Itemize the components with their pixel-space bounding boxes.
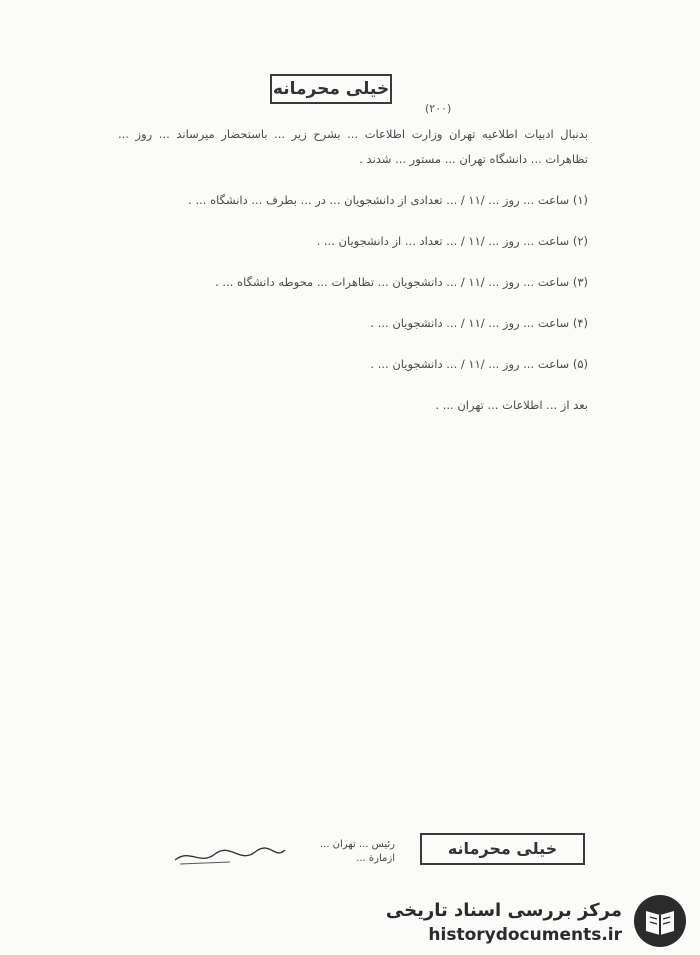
watermark-url: historydocuments.ir — [428, 925, 622, 945]
paragraph-item-2: (۲) ساعت ... روز ... /۱۱ / ... تعداد ... از دانشجویان ... . — [316, 234, 588, 248]
book-logo-icon — [632, 893, 688, 949]
reference-number: (۲۰۰) — [425, 102, 452, 115]
classification-stamp-text: خیلی محرمانه — [272, 79, 390, 99]
classification-stamp — [270, 74, 392, 104]
signature-block — [225, 838, 395, 866]
footer-stamp-text: خیلی محرمانه — [447, 839, 558, 858]
signature-line-2: ازمارة ... — [356, 853, 395, 864]
paragraph-intro: بدنبال ادبیات اطلاعیه تهران وزارت اطلاعات ... بشرح زیر ... باستحضار میرساند ... روز ... تظاهرات ... دانشگاه تهران ... مستور ... شدند . — [118, 127, 588, 166]
footer-classification-stamp — [420, 833, 585, 865]
paragraph-item-5: (۵) ساعت ... روز ... /۱۱ / ... دانشجویان ... . — [370, 357, 588, 371]
paragraph-item-1: (۱) ساعت ... روز ... /۱۱ / ... تعدادی از دانشجویان ... در ... بطرف ... دانشگاه ... . — [188, 193, 588, 207]
watermark-title: مرکز بررسی اسناد تاریخی — [385, 900, 622, 921]
paragraph-closing: بعد از ... اطلاعات ... تهران ... . — [435, 398, 588, 412]
paragraph-item-3: (۳) ساعت ... روز ... /۱۱ / ... دانشجویان ... تظاهرات ... محوطه دانشگاه ... . — [215, 275, 588, 289]
signature-line-1: رئیس ... تهران ... — [319, 839, 395, 850]
document-body — [118, 122, 588, 434]
paragraph-item-4: (۴) ساعت ... روز ... /۱۱ / ... دانشجویان ... . — [370, 316, 588, 330]
watermark — [386, 898, 622, 946]
